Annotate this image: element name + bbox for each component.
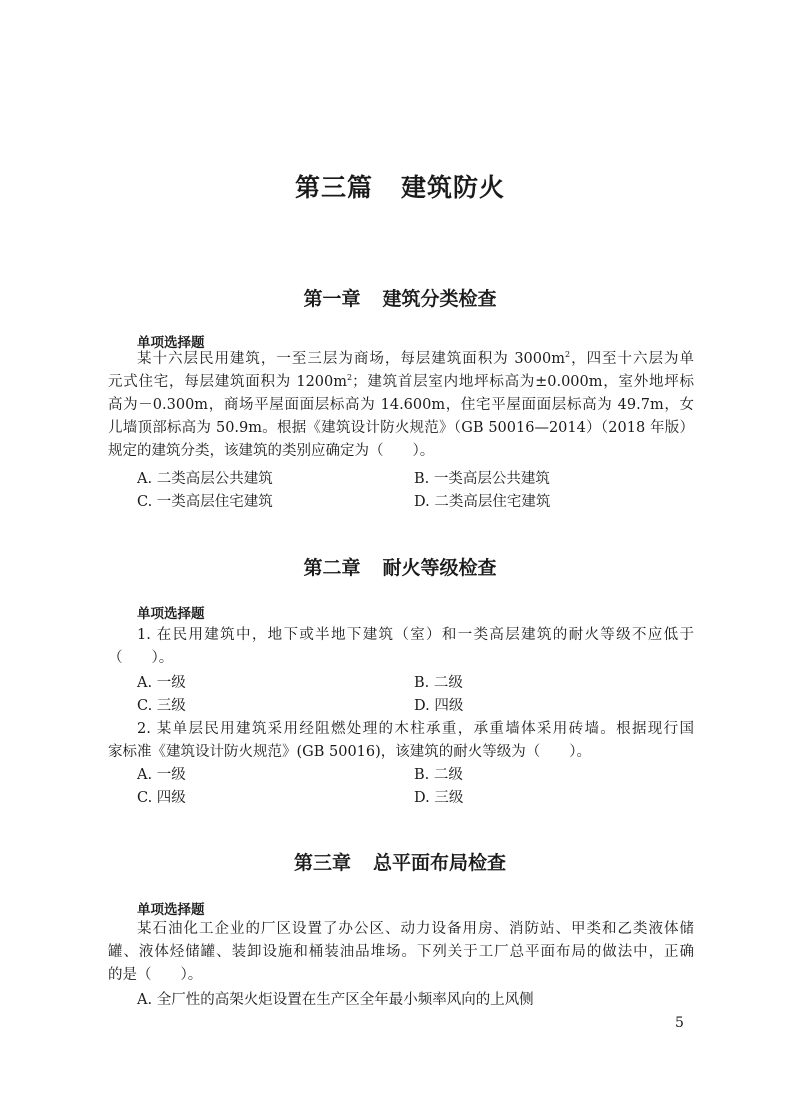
- page-number: 5: [675, 1015, 684, 1031]
- chapter-1-number: 第一章: [303, 288, 361, 310]
- part-title: [0, 168, 800, 204]
- ch1-option-b: B. 一类高层公共建筑: [414, 471, 550, 487]
- ch2-q2-line-2: 家标准《建筑设计防火规范》(GB 50016)，该建筑的耐火等级为（ ）。: [108, 744, 592, 760]
- chapter-2-heading: [0, 553, 800, 580]
- ch2-q2-option-a: A. 一级: [137, 767, 186, 783]
- ch1-question-line-5: 规定的建筑分类，该建筑的类别应确定为（ ）。: [108, 443, 435, 459]
- ch2-q1-line-2: （ ）。: [108, 650, 174, 666]
- ch1-option-d: D. 二类高层住宅建筑: [414, 494, 551, 510]
- chapter-3-question-type: 单项选择题: [137, 902, 205, 918]
- chapter-1-name: 建筑分类检查: [382, 288, 497, 310]
- chapter-3-number: 第三章: [293, 852, 351, 874]
- chapter-3-name: 总平面布局检查: [373, 852, 507, 874]
- ch2-q2-line-1: 2. 某单层民用建筑采用经阻燃处理的木柱承重，承重墙体采用砖墙。根据现行国: [137, 721, 694, 737]
- ch2-q1-option-a: A. 一级: [137, 675, 186, 691]
- part-name: 建筑防火: [401, 173, 506, 202]
- ch1-question-line-1: 某十六层民用建筑，一至三层为商场，每层建筑面积为 $3000m^2$，四至十六层为单: [137, 350, 695, 367]
- ch2-q1-option-d: D. 四级: [414, 698, 464, 714]
- ch1-question-line-3: 高为－0.300m，商场平屋面面层标高为 14.600m，住宅平屋面面层标高为 49.7m，女: [108, 397, 694, 413]
- ch3-question-line-1: 某石油化工企业的厂区设置了办公区、动力设备用房、消防站、甲类和乙类液体储: [137, 921, 694, 937]
- ch2-q1-option-b: B. 二级: [414, 675, 463, 691]
- chapter-1-question-type: 单项选择题: [137, 335, 205, 351]
- ch3-question-line-3: 的是（ ）。: [108, 967, 203, 983]
- chapter-3-heading: [0, 848, 800, 875]
- chapter-1-heading: [0, 284, 800, 311]
- ch2-q2-option-d: D. 三级: [414, 790, 464, 806]
- ch1-option-a: A. 二类高层公共建筑: [137, 471, 273, 487]
- ch2-q2-option-b: B. 二级: [414, 767, 463, 783]
- chapter-2-number: 第二章: [303, 557, 361, 579]
- chapter-2-question-type: 单项选择题: [137, 606, 205, 622]
- ch3-option-a: A. 全厂性的高架火炬设置在生产区全年最小频率风向的上风侧: [137, 992, 534, 1008]
- ch3-question-line-2: 罐、液体烃储罐、装卸设施和桶装油品堆场。下列关于工厂总平面布局的做法中，正确: [108, 944, 694, 960]
- part-number: 第三篇: [294, 173, 373, 202]
- ch1-question-line-4: 儿墙顶部标高为 50.9m。根据《建筑设计防火规范》（GB 50016—2014）（2018 年版）: [108, 420, 694, 436]
- ch1-question-line-2: 元式住宅，每层建筑面积为 $1200m^2$；建筑首层室内地坪标高为±0.000m，室外地坪标: [108, 373, 694, 390]
- ch2-q1-option-c: C. 三级: [137, 698, 186, 714]
- chapter-2-name: 耐火等级检查: [382, 557, 497, 579]
- ch2-q1-line-1: 1. 在民用建筑中，地下或半地下建筑（室）和一类高层建筑的耐火等级不应低于: [137, 627, 694, 643]
- ch1-option-c: C. 一类高层住宅建筑: [137, 494, 273, 510]
- ch2-q2-option-c: C. 四级: [137, 790, 186, 806]
